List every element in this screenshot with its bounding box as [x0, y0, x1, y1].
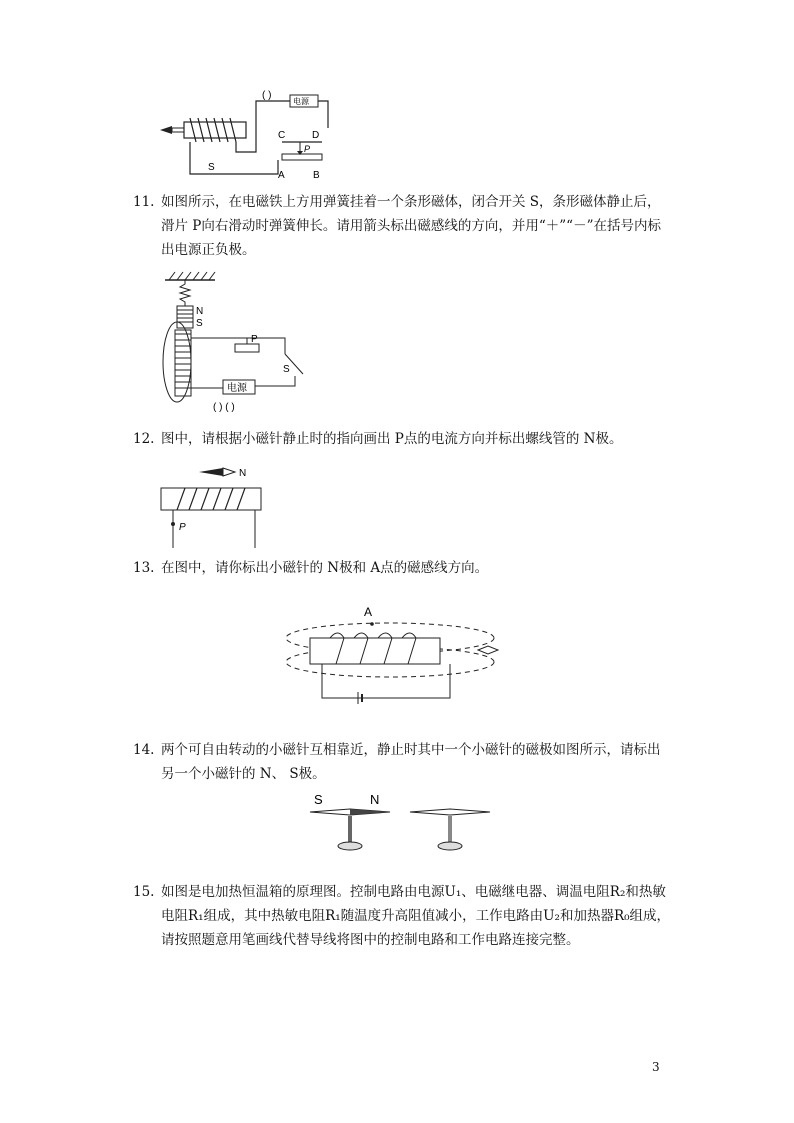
figure-q11 [155, 270, 315, 415]
question-text: 如图所示，在电磁铁上方用弹簧挂着一个条形磁体，闭合开关 S，条形磁体静止后，滑片 P向右滑动时弹簧伸长。请用箭头标出磁感线的方向，并用“＋”“－”在括号内标出电源正负极。 [161, 194, 661, 258]
question-text: 在图中，请你标出小磁针的 N极和 A点的磁感线方向。 [161, 560, 489, 576]
label-p: P [304, 144, 311, 154]
question-number: 13. [133, 560, 155, 576]
question-number: 11. [133, 194, 155, 210]
figure-q10 [150, 88, 340, 188]
label-d: D [312, 130, 320, 141]
question-13 [133, 556, 673, 580]
page-number: 3 [652, 1060, 660, 1074]
switch-label: S [208, 162, 215, 173]
question-text: 图中，请根据小磁针静止时的指向画出 P点的电流方向并标出螺线管的 N极。 [161, 431, 623, 447]
question-number: 15. [133, 884, 155, 900]
label-n: N [196, 306, 204, 317]
figure-q13 [282, 602, 507, 707]
bracket-labels: ( ) ( ) [213, 402, 235, 413]
label-n: N [370, 792, 380, 807]
label-a: A [278, 170, 285, 181]
label-s: S [196, 318, 203, 329]
figure-q12 [155, 462, 270, 550]
label-b: B [313, 170, 320, 181]
label-p: P [179, 522, 186, 533]
label-c: C [278, 130, 286, 141]
figure-q14 [308, 786, 498, 858]
bracket-label: ( ) [262, 90, 272, 101]
label-a: A [364, 605, 373, 619]
question-14 [133, 738, 673, 786]
label-n: N [239, 468, 247, 479]
label-s: S [314, 792, 323, 807]
question-text: 如图是电加热恒温箱的原理图。控制电路由电源U₁、电磁继电器、调温电阻R₂和热敏电阻R₁组成，其中热敏电阻R₁随温度升高阻值减小，工作电路由U₂和加热器R₀组成，请按照题意用笔画线代替导线将图中的控制电路和工作电路连接完整。 [161, 884, 671, 948]
label-p: P [251, 334, 258, 345]
question-15 [133, 880, 673, 952]
question-12 [133, 427, 673, 451]
question-text: 两个可自由转动的小磁针互相靠近，静止时其中一个小磁针的磁极如图所示，请标出另一个小磁针的 N、 S极。 [161, 742, 661, 782]
question-11 [133, 190, 673, 262]
power-label: 电源 [227, 383, 247, 394]
question-number: 12. [133, 431, 155, 447]
power-label: 电源 [293, 97, 309, 106]
question-number: 14. [133, 742, 155, 758]
switch-label: S [283, 364, 290, 375]
